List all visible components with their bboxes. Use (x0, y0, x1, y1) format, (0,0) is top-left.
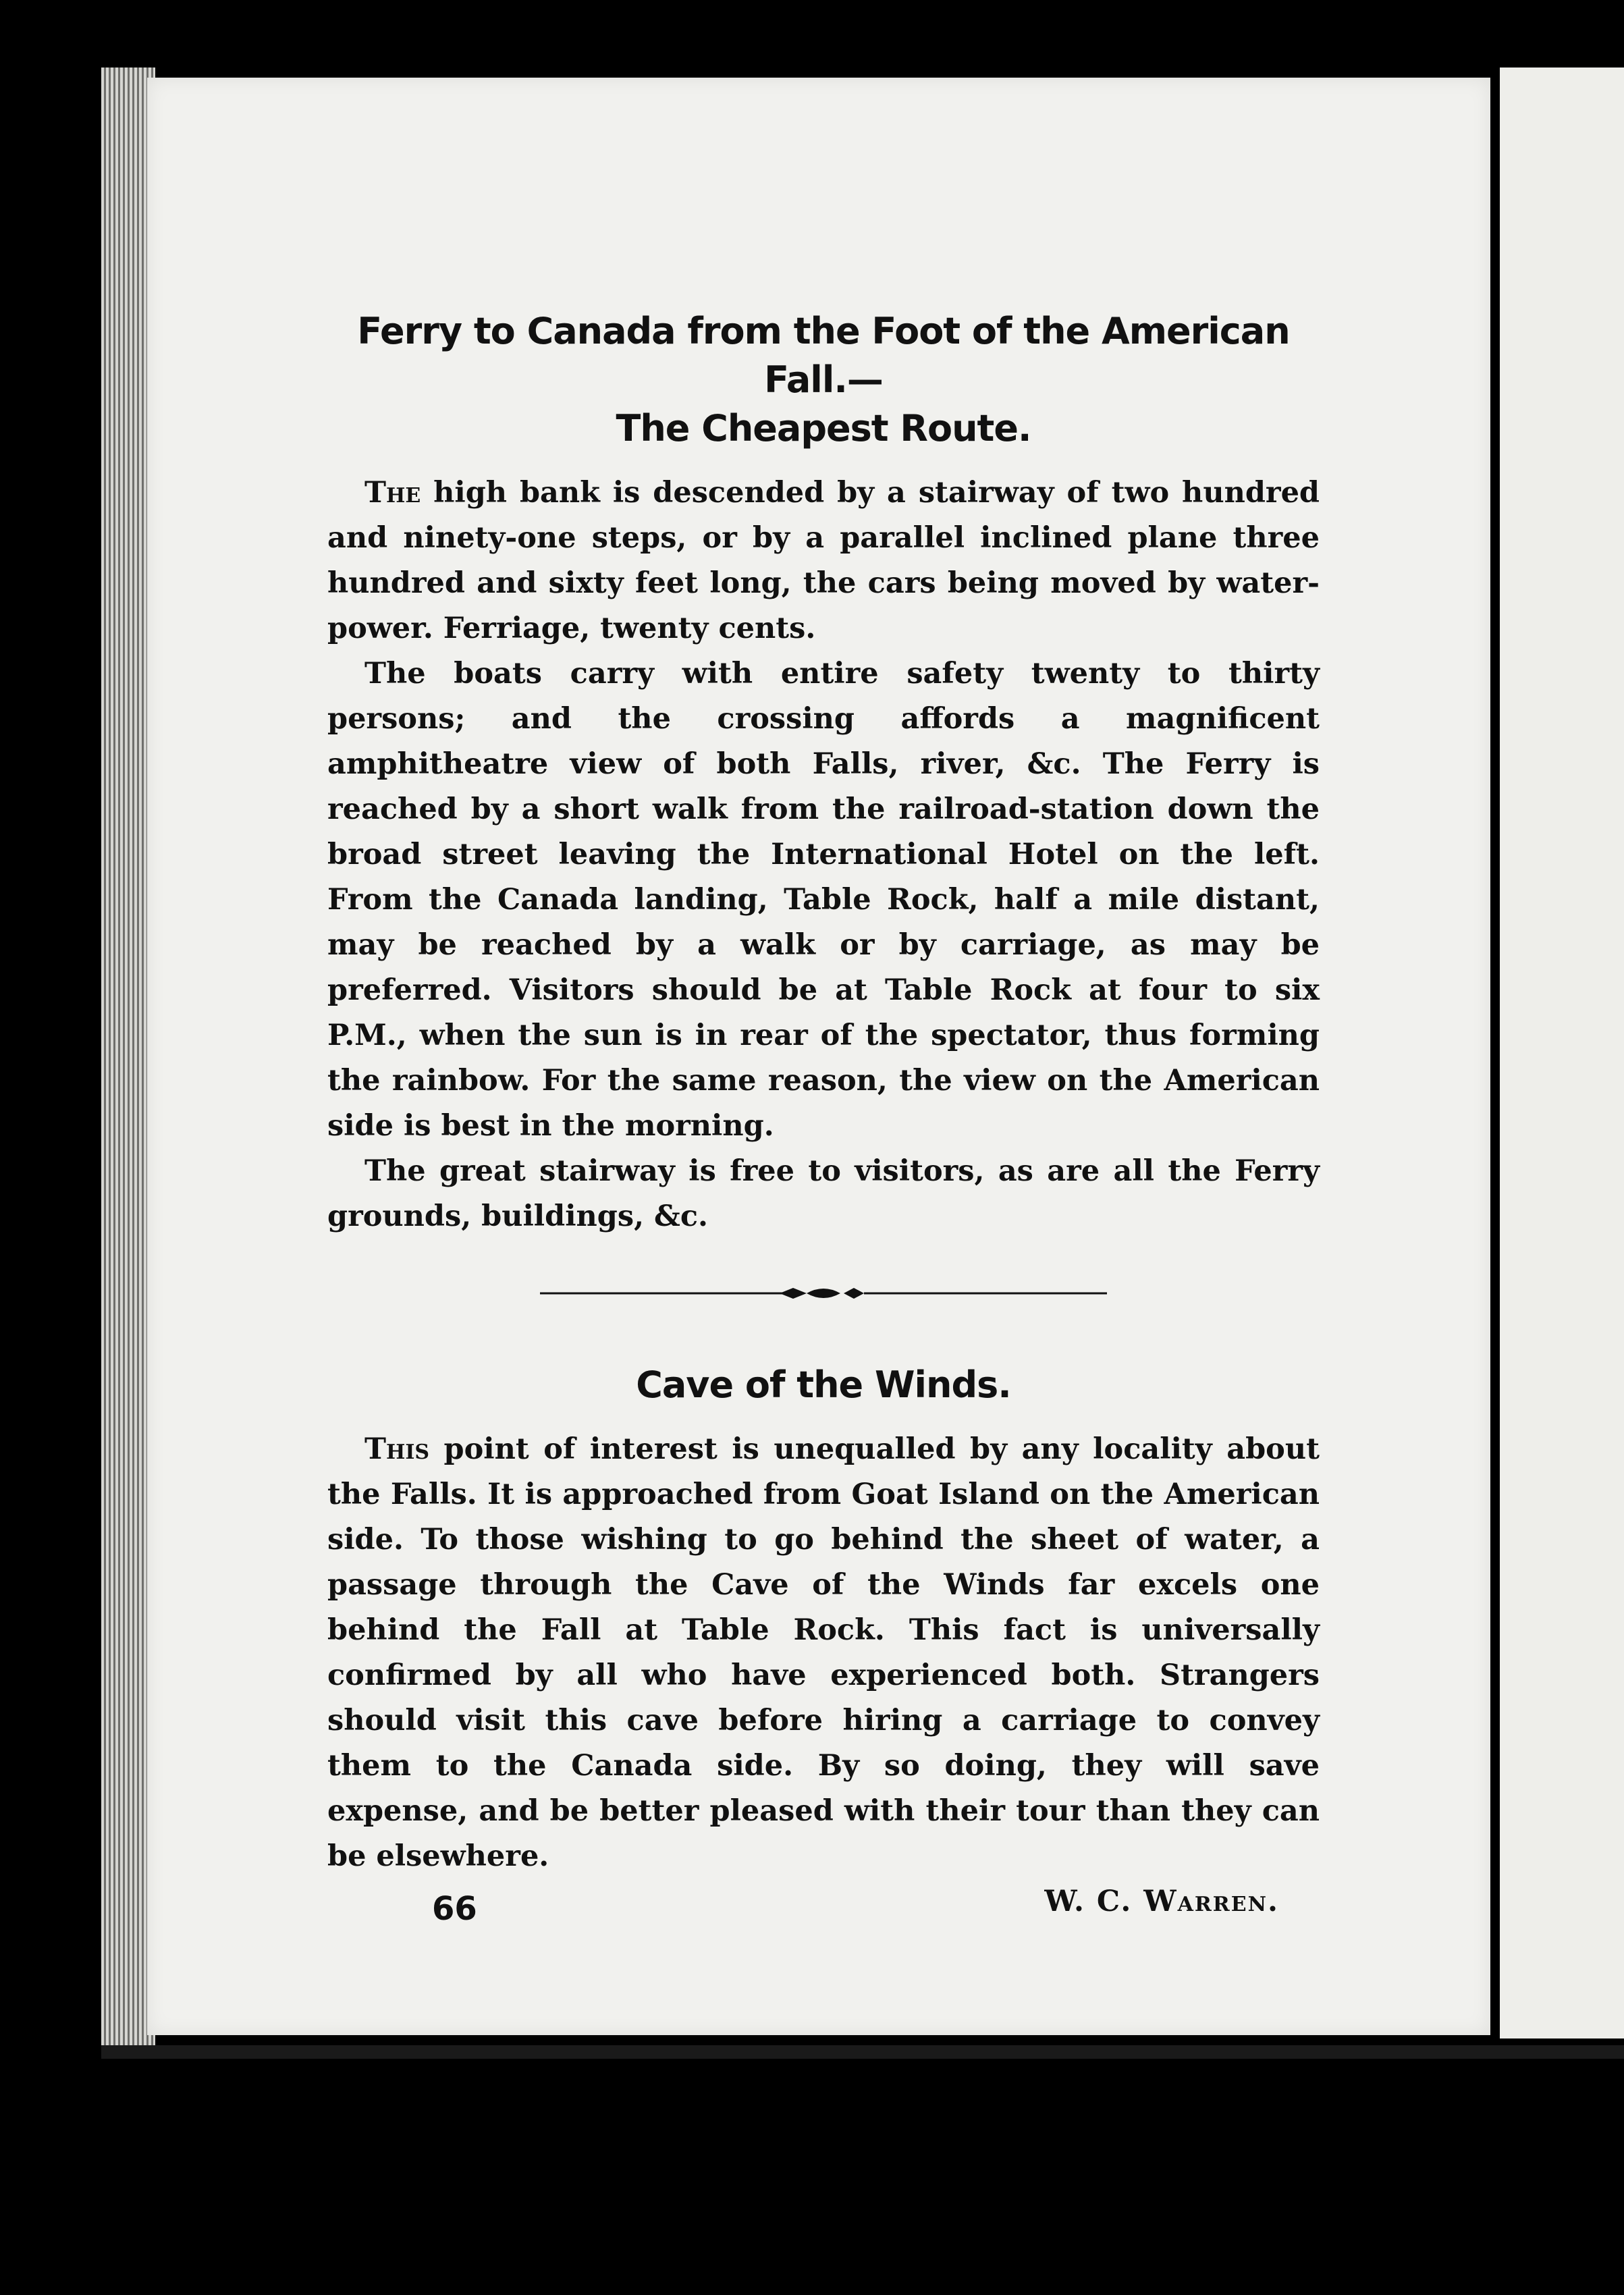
heading-line-2: The Cheapest Route. (616, 407, 1031, 450)
ferry-paragraph-1 (327, 470, 1320, 651)
ornamental-divider (540, 1280, 1107, 1307)
section-heading-ferry (327, 307, 1320, 453)
section-heading-cave: Cave of the Winds. (636, 1364, 1011, 1406)
heading-line-1: Ferry to Canada from the Foot of the American Fall.— (357, 310, 1290, 401)
facing-page-edge (1500, 68, 1624, 2039)
page-number: 66 (432, 1890, 477, 1928)
ferry-paragraph-3: The great stairway is free to visitors, as are all the Ferry grounds, buildings, &c. (327, 1154, 1320, 1233)
paragraph-text: high bank is descended by a stairway of two hundred and ninety-one steps, or by a parallel inclined plane three hundred and sixty feet long, the cars being moved by water-power. Ferriage, twenty cents. (327, 476, 1320, 645)
ferry-paragraph-2: The boats carry with entire safety twenty to thirty persons; and the crossing affords a magnificent amphitheatre view of both Falls, river, &c. The Ferry is reached by a short walk from the railroad-station down the broad street leaving the International Hotel on the left. From the Canada landing, Table Rock, half a mile distant, may be reached by a walk or by carriage, as may be preferred. Visitors should be at Table Rock at four to six P.M., when the sun is in rear of the spectator, thus forming the rainbow. For the same reason, the view on the American side is best in the morning. (327, 657, 1320, 1143)
divider-ornament-icon (540, 1280, 1107, 1307)
paragraph-text: point of interest is unequalled by any locality about the Falls. It is approached from Goat Island on the American side. To those wishing to go behind the sheet of water, a passage through the Cave of the Winds far excels one behind the Fall at Table Rock. This fact is universally confirmed by all who have experienced both. Strangers should visit this cave before hiring a carriage to convey them to the Canada side. By so doing, they will save expense, and be better pleased with their tour than they can be elsewhere. (327, 1432, 1320, 1873)
author-signature: W. C. Warren. (1044, 1885, 1279, 1918)
drop-lead-word: This (364, 1432, 430, 1466)
page-text (327, 307, 1320, 1924)
drop-lead-word: The (364, 476, 421, 510)
cave-paragraph-1 (327, 1427, 1320, 1879)
scan-bottom-band (101, 2045, 1624, 2059)
